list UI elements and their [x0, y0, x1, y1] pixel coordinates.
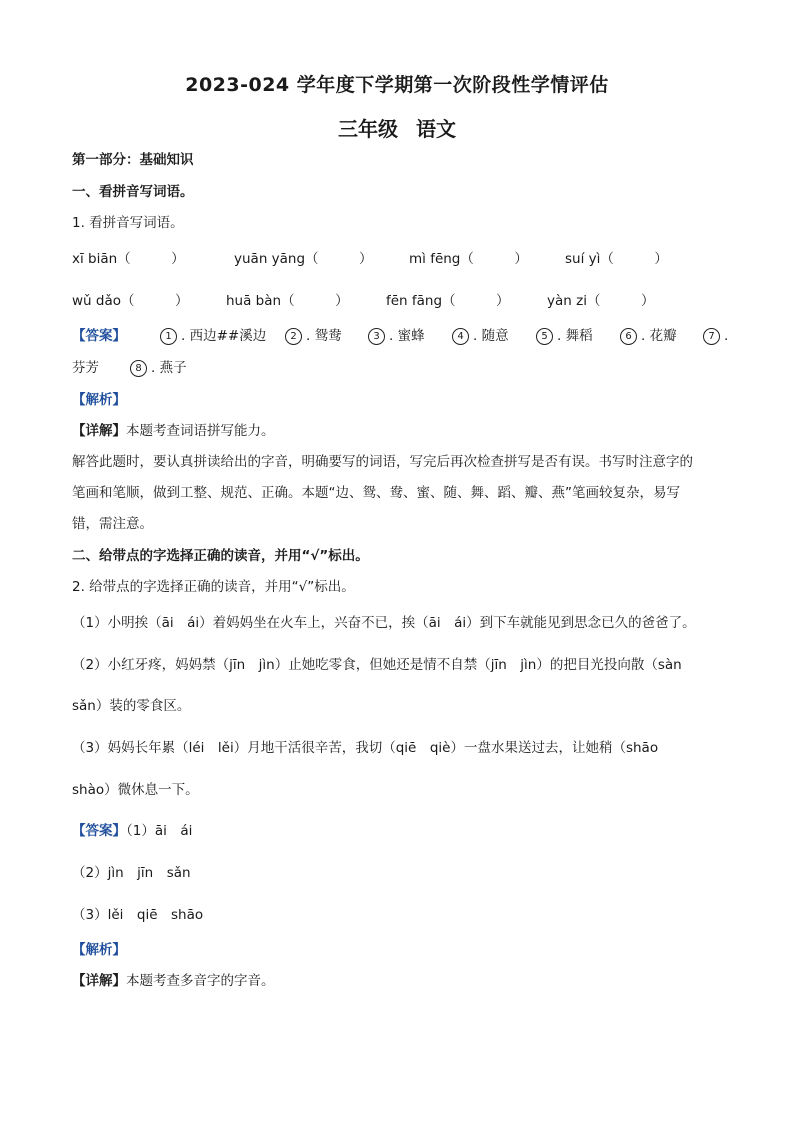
part1-heading: 第一部分：基础知识 — [72, 152, 194, 168]
subject-label: 语文 — [416, 117, 456, 141]
pinyin-item: wǔ dǎo（ ） — [72, 293, 189, 309]
question-2-3: （3）妈妈长年累（léi lěi）月地干活很辛苦，我切（qiē qiè）一盘水果送过去，让她稍（shāo — [72, 740, 659, 756]
circled-number: 5 — [536, 328, 553, 345]
answer-item: 6 . 花瓣 — [620, 326, 677, 346]
circled-number: 7 — [703, 328, 720, 345]
explanation-line: 解答此题时，要认真拼读给出的字音，明确要写的词语，写完后再次检查拼写是否有误。书写时注意字的 — [72, 454, 693, 470]
answer-item: 5 . 舞稻 — [536, 326, 593, 346]
detail-text: 本题考查多音字的字音。 — [126, 973, 275, 989]
question-1: 1. 看拼音写词语。 — [72, 215, 184, 231]
answer-line: （2）jìn jīn sǎn — [72, 865, 191, 881]
pinyin-row-1 — [72, 249, 732, 269]
question-2: 2. 给带点的字选择正确的读音，并用“√”标出。 — [72, 579, 355, 595]
explanation-line: 错，需注意。 — [72, 516, 153, 532]
pinyin-item: huā bàn（ ） — [226, 293, 349, 309]
detail-label: 【详解】 — [72, 973, 126, 989]
circled-number: 2 — [285, 328, 302, 345]
pinyin-item: suí yì（ ） — [565, 251, 668, 267]
document-subtitle — [0, 113, 794, 142]
analysis-label: 【解析】 — [72, 392, 126, 408]
question-2-3-cont: shào）微休息一下。 — [72, 782, 199, 798]
explanation-line: 笔画和笔顺，做到工整、规范、正确。本题“边、鸳、鸯、蜜、随、舞、蹈、瓣、燕”笔画较复杂，易写 — [72, 485, 680, 501]
detail-line — [72, 421, 275, 441]
circled-number: 3 — [368, 328, 385, 345]
answer-item: 7 . — [703, 326, 728, 346]
answer-item: 1 . 西边##溪边 — [160, 326, 266, 346]
pinyin-item: yàn zi（ ） — [547, 293, 655, 309]
question-2-1: （1）小明挨（āi ái）着妈妈坐在火车上，兴奋不已，挨（āi ái）到下车就能见到思念已久的爸爸了。 — [72, 615, 696, 631]
analysis-label: 【解析】 — [72, 942, 126, 958]
answer-item: 2 . 鸳鸯 — [285, 326, 342, 346]
answer-line — [72, 821, 192, 841]
pinyin-item: mì fēng（ ） — [409, 251, 528, 267]
answer-label: 【答案】 — [72, 823, 126, 839]
pinyin-item: yuān yāng（ ） — [234, 251, 373, 267]
circled-number: 6 — [620, 328, 637, 345]
circled-number: 8 — [130, 360, 147, 377]
detail-line — [72, 971, 275, 991]
answer-item: 4 . 随意 — [452, 326, 509, 346]
document-title: 2023-024 学年度下学期第一次阶段性学情评估 — [185, 74, 609, 96]
pinyin-item: fēn fāng（ ） — [386, 293, 510, 309]
section2-heading: 二、给带点的字选择正确的读音，并用“√”标出。 — [72, 548, 369, 564]
circled-number: 4 — [452, 328, 469, 345]
pinyin-row-2 — [72, 291, 732, 311]
answer-line: （3）lěi qiē shāo — [72, 907, 204, 923]
section1-heading: 一、看拼音写词语。 — [72, 184, 194, 200]
answer-item: 8 . 燕子 — [130, 358, 187, 378]
question-2-2-cont: sǎn）装的零食区。 — [72, 698, 191, 714]
answer-row-2 — [72, 358, 732, 378]
answer-item: 3 . 蜜蜂 — [368, 326, 425, 346]
detail-label: 【详解】 — [72, 423, 126, 439]
answer-label: 【答案】 — [72, 328, 126, 344]
answer-text: （1）āi ái — [126, 823, 193, 839]
question-2-2: （2）小红牙疼，妈妈禁（jīn jìn）止她吃零食，但她还是情不自禁（jīn jìn）的把目光投向散（sàn — [72, 657, 682, 673]
answer-continuation: 芬芳 — [72, 360, 99, 376]
grade-label: 三年级 — [338, 117, 398, 141]
detail-text: 本题考查词语拼写能力。 — [126, 423, 275, 439]
answer-row-1 — [72, 326, 732, 346]
pinyin-item: xī biān（ ） — [72, 251, 185, 267]
circled-number: 1 — [160, 328, 177, 345]
